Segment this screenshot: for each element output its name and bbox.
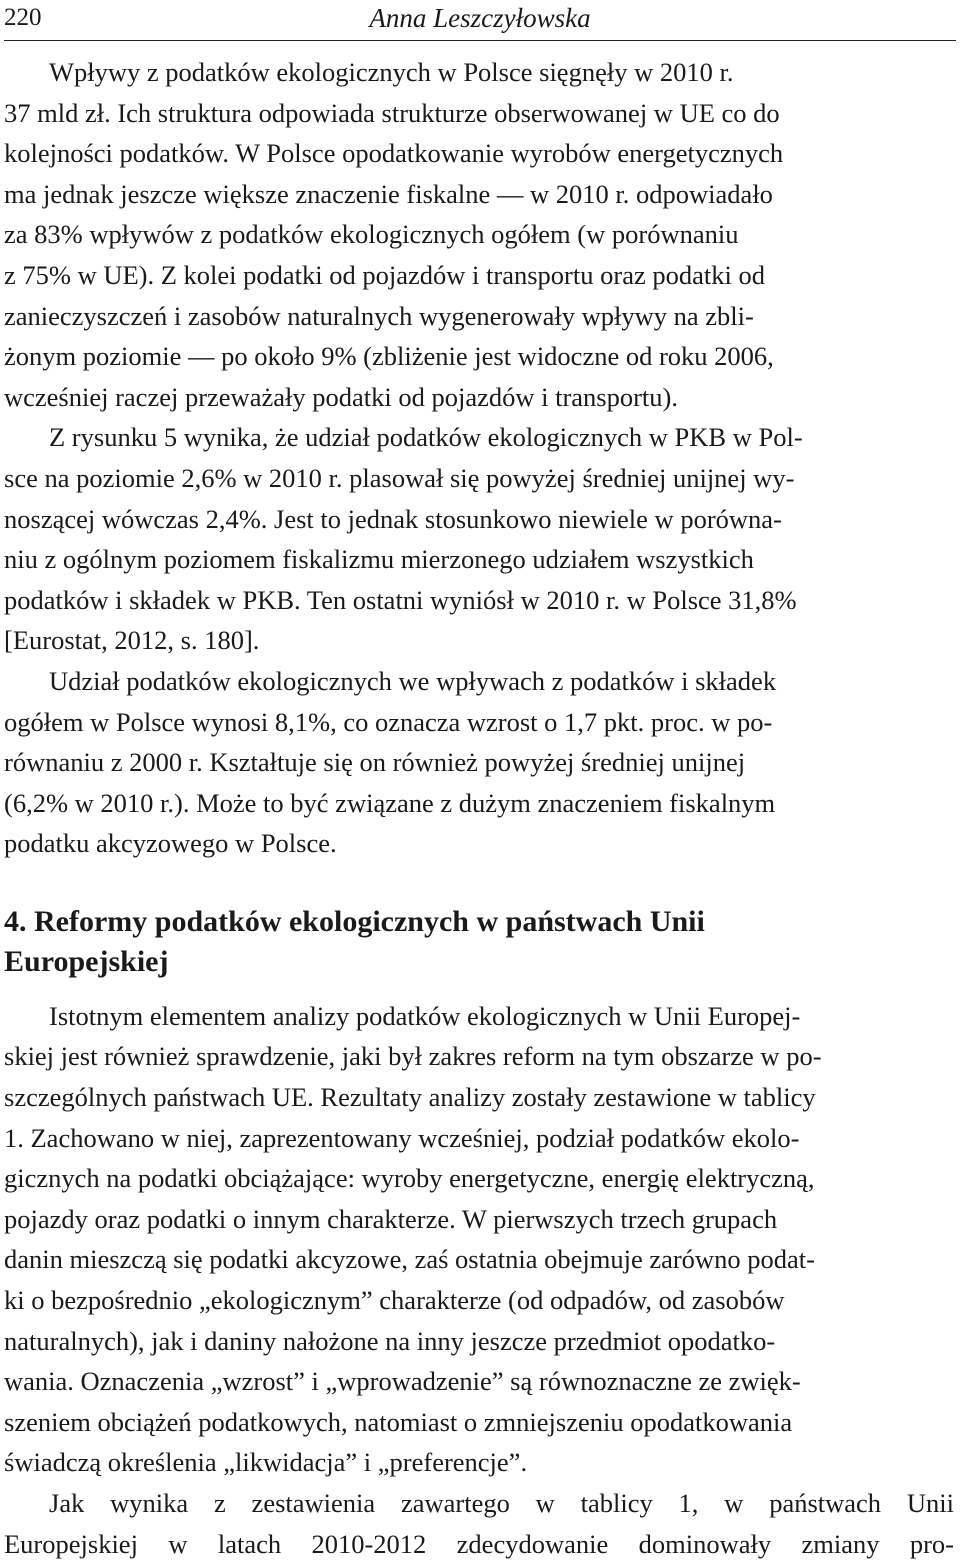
- section-heading: 4. Reformy podatków ekologicznych w państwach Unii Europejskiej: [4, 904, 705, 978]
- page-header: [4, 0, 956, 41]
- paragraph: Wpływy z podatków ekologicznych w Polsce sięgnęły w 2010 r. 37 mld zł. Ich struktura odpowiada strukturze obserwowanej w UE co do kolejności podatków. W Polsce opodatkowanie wyrobów energetycznych ma jednak jeszcze większe znaczenie fiskalne — w 2010 r. odpowiadało za 83% wpływów z podatków ekologicznych ogółem (w porównaniu z 75% w UE). Z kolei podatki od pojazdów i transportu oraz podatki od zanieczyszczeń i zasobów naturalnych wygenerowały wpływy na zbli- żonym poziomie — po około 9% (zbliżenie jest widoczne od roku 2006, wcześniej raczej przeważały podatki od pojazdów i transportu).: [4, 57, 784, 412]
- page-number: 220: [4, 4, 42, 31]
- paragraph: Z rysunku 5 wynika, że udział podatków ekologicznych w PKB w Pol- sce na poziomie 2,6% w 2010 r. plasował się powyżej średniej unijnej wy- noszącej wówczas 2,4%. Jest to jednak stosunkowo niewiele w porówna- niu z ogólnym poziomem fiskalizmu mierzonego udziałem wszystkich podatków i składek w PKB. Ten ostatni wyniósł w 2010 r. w Polsce 31,8% [Eurostat, 2012, s. 180].: [4, 422, 803, 656]
- paragraph: Istotnym elementem analizy podatków ekologicznych w Unii Europej- skiej jest również sprawdzenie, jaki był zakres reform na tym obszarze w po- szczególnych państwach UE. Rezultaty analizy zostały zestawione w tablicy 1. Zachowano w niej, zaprezentowany wcześniej, podział podatków ekolo- gicznych na podatki obciążające: wyroby energetyczne, energię elektryczną, pojazdy oraz podatki o innym charakterze. W pierwszych trzech grupach danin mieszczą się podatki akcyzowe, zaś ostatnia obejmuje zarówno podat- ki o bezpośrednio „ekologicznym” charakterze (od odpadów, od zasobów naturalnych), jak i daniny nałożone na inny jeszcze przedmiot opodatko- wania. Oznaczenia „wzrost” i „wprowadzenie” są równoznaczne ze zwięk- szeniem obciążeń podatkowych, natomiast o zmniejszeniu opodatkowania świadczą określenia „likwidacja” i „preferencje”.: [4, 1000, 822, 1478]
- paragraph: Udział podatków ekologicznych we wpływach z podatków i składek ogółem w Polsce wynosi 8,1%, co oznacza wzrost o 1,7 pkt. proc. w po- równaniu z 2000 r. Kształtuje się on również powyżej średniej unijnej (6,2% w 2010 r.). Może to być związane z dużym znaczeniem fiskalnym podatku akcyzowego w Polsce.: [4, 665, 777, 859]
- running-head-author: Anna Leszczyłowska: [369, 3, 591, 33]
- paragraph: Jak wynika z zestawienia zawartego w tablicy 1, w państwach Unii Europejskiej w latach 2010-2012 zdecydowanie dominowały zmiany pro-: [4, 1488, 954, 1559]
- body-text: [4, 52, 954, 1564]
